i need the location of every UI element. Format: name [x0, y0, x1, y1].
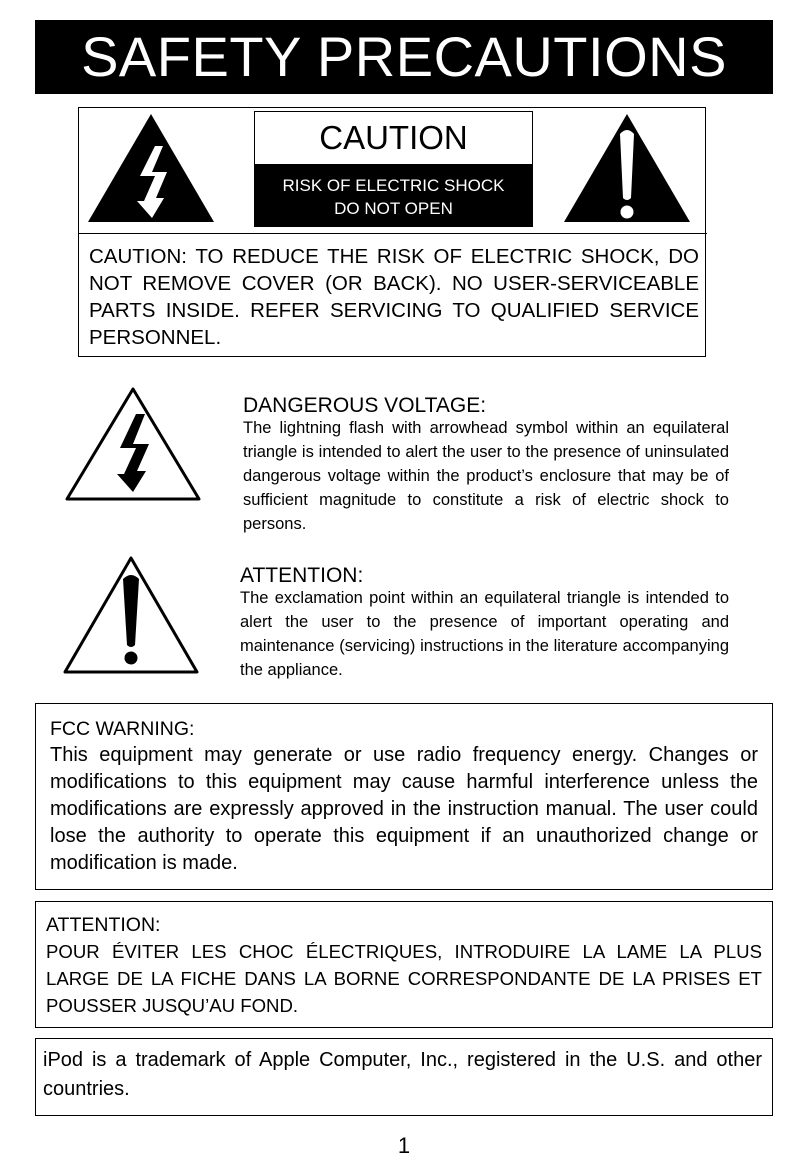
section-body: The exclamation point within an equilateral triangle is intended to alert the user to the presence of important operating and maintenance (servicing) instructions in the literature accompanying the appliance. — [240, 589, 729, 679]
caution-statement: CAUTION: TO REDUCE THE RISK OF ELECTRIC SHOCK, DO NOT REMOVE COVER (OR BACK). NO USER-SERVICEABLE PARTS INSIDE. REFER SERVICING TO QUALIFIED SERVICE PERSONNEL. — [79, 233, 707, 357]
page-title: SAFETY PRECAUTIONS — [35, 20, 773, 94]
trademark-box — [35, 1038, 773, 1116]
warning-line-2: DO NOT OPEN — [334, 199, 453, 218]
lightning-warning-icon — [85, 112, 217, 224]
warning-line-1: RISK OF ELECTRIC SHOCK — [282, 176, 505, 195]
attention-symbol-section — [240, 566, 729, 682]
lightning-warning-icon — [64, 386, 202, 502]
page-number: 1 — [397, 1133, 411, 1158]
dangerous-voltage-section — [243, 396, 729, 536]
fcc-warning-title: FCC WARNING: — [50, 718, 195, 740]
trademark-text: iPod is a trademark of Apple Computer, Inc., registered in the U.S. and other countries. — [43, 1049, 762, 1100]
section-title: DANGEROUS VOLTAGE: — [243, 394, 487, 417]
section-title: ATTENTION: — [240, 564, 364, 587]
exclamation-warning-icon — [62, 555, 200, 675]
fcc-warning-body: This equipment may generate or use radio frequency energy. Changes or modifications to this equipment may cause harmful interference unless the modifications are expressly approved in the instruction manual. The user could lose the authority to operate this equipment if an unauthorized change or modification is made. — [50, 744, 758, 874]
french-attention-body: POUR ÉVITER LES CHOC ÉLECTRIQUES, INTRODUIRE LA LAME LA PLUS LARGE DE LA FICHE DANS LA BORNE CORRESPONDANTE DE LA PRISES ET POUSSER JUSQU’AU FOND. — [46, 941, 762, 1016]
caution-label — [254, 111, 533, 227]
exclamation-warning-icon — [561, 112, 693, 224]
caution-warning-banner — [255, 164, 532, 226]
caution-word: CAUTION — [319, 119, 468, 156]
french-attention-box — [35, 901, 773, 1028]
caution-box — [78, 107, 706, 357]
section-body: The lightning flash with arrowhead symbol within an equilateral triangle is intended to alert the user to the presence of uninsulated dangerous voltage within the product’s enclosure that may be of sufficient magnitude to constitute a risk of electric shock to persons. — [243, 419, 729, 533]
french-attention-title: ATTENTION: — [46, 914, 161, 936]
fcc-warning-box — [35, 703, 773, 890]
